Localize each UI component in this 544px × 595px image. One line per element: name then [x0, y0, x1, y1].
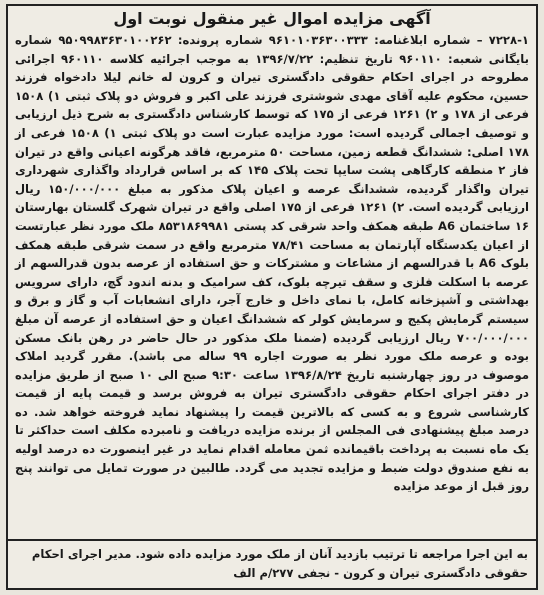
- notice-title: آگهی مزایده اموال غیر منقول نوبت اول: [113, 9, 431, 28]
- notice-body-text: ۷۲۲۸-۱ – شماره ابلاغنامه: ۹۶۱۰۱۰۳۶۳۰۰۳۳۳ شماره پرونده: ۹۵۰۹۹۸۳۶۳۰۱۰۰۲۶۲ شماره بایگانی شعبه: ۹۶۰۱۱۰ تاریخ تنظیم: ۱۳۹۶/۷/۲۲ به موجب اجرائیه کلاسه ۹۶۰۱۱۰ اجرائی مطروحه در اجرای احکام حقوقی دادگستری تیران و کرون له خانم لیلا دادخواه فرزند حسین، محکوم علیه آقای مهدی شوشتری فرزند علی اکبر و فروش دو پلاک ثبتی ۱) ۱۵۰۸ فرعی از ۱۷۸ و ۲) ۱۲۶۱ فرعی از ۱۷۵ که توسط کارشناس دادگستری به شرح ذیل ارزیابی و توصیف اجمالی گردیده است: مورد مزایده عبارت است دو پلاک ثبتی ۱) ۱۵۰۸ فرعی از ۱۷۸ اصلی: ششدانگ قطعه زمین، مساحت ۵۰ مترمربع، فاقد هرگونه اعیانی واقع در تیران فاز ۲ منطقه کارگاهی پشت سایپا تحت پلاک ۱۴۵ که بر اساس قرارداد واگذاری شهرداری تیران واگذار گردیده، ششدانگ عرصه و اعیان پلاک مذکور به مبلغ ۱۵۰/۰۰۰/۰۰۰ ریال ارزیابی گردیده است. ۲) ۱۲۶۱ فرعی از ۱۷۵ اصلی واقع در تیران شهرک گلستان بهارستان ۱۶ ساختمان A6 طبقه همکف واحد شرقی کد پستی ۸۵۳۱۸۶۹۹۸۱ ملک مورد نظر عبارتست از اعیان یکدستگاه آپارتمان به مساحت ۷۸/۴۱ مترمربع واقع در سمت شرقی طبقه همکف بلوک A6 با قدرالسهم از مشاعات و مشترکات و حق استفاده از عرصه بدون قدرالسهم از عرصه با اسکلت فلزی و سقف تیرچه بلوک، کف سرامیک و بدنه اندود گچ، دارای سرویس بهداشتی و آشپزخانه کامل، با نمای داخل و خارج آجر، دارای انشعابات آب و گاز و برق و سیستم گرمایش پکیج و سرمایش کولر که ششدانگ اعیان و حق استفاده از عرصه آن مبلغ ۷۰۰/۰۰۰/۰۰۰ ریال ارزیابی گردیده (ضمنا ملک مذکور در حال حاضر در رهن بانک مسکن بوده و عرصه ملک مورد نظر به صورت اجاره ۹۹ ساله می باشد). مقرر گردید املاک موصوف در روز چهارشنبه تاریخ ۱۳۹۶/۸/۲۴ ساعت ۹:۳۰ صبح الی ۱۰ صبح از طریق مزایده در دفتر اجرای احکام حقوقی دادگستری تیران به فروش برسد و قیمت پایه از قیمت کارشناسی شروع و به کسی که بالاترین قیمت را پیشنهاد نماید فروخته خواهد شد. ده درصد مبلغ پیشنهادی فی المجلس از برنده مزایده دریافت و نامبرده مکلف است حداکثر تا یک ماه نسبت به پرداخت باقیمانده ثمن معامله اقدام نماید در غیر اینصورت ده درصد اولیه به نفع صندوق دولت ضبط و مزایده تجدید می گردد. طالبین در صورت تمایل می توانند پنج روز قبل از موعد مزایده: [15, 33, 530, 494]
- footer-divider: [8, 539, 536, 541]
- notice-body: [8, 31, 536, 496]
- notice-footer: به این اجرا مراجعه تا ترتیب بازدید آنان از ملک مورد مزایده داده شود. مدیر اجرای احکام حقوقی دادگستری تیران و کرون - نجفی ۲۷۷/م الف: [31, 547, 528, 580]
- notice-box: [6, 4, 538, 590]
